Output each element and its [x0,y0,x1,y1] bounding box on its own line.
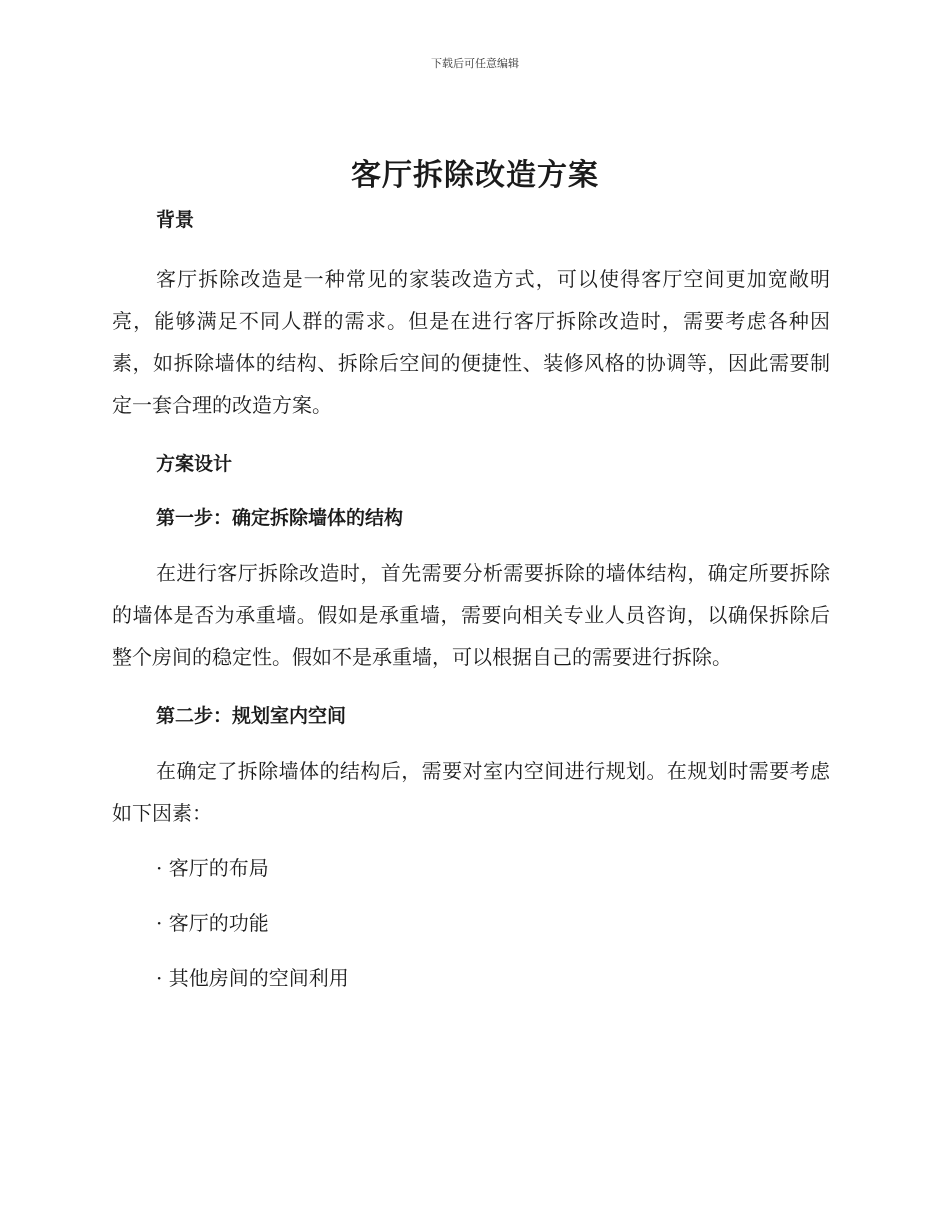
step1-paragraph: 在进行客厅拆除改造时，首先需要分析需要拆除的墙体结构，确定所要拆除的墙体是否为承重墙。假如是承重墙，需要向相关专业人员咨询，以确保拆除后整个房间的稳定性。假如不是承重墙，可以根据自己的需要进行拆除。 [112,561,830,669]
list-item: · 客厅的功能 [156,911,269,935]
background-paragraph: 客厅拆除改造是一种常见的家装改造方式，可以使得客厅空间更加宽敞明亮，能够满足不同人群的需求。但是在进行客厅拆除改造时，需要考虑各种因素，如拆除墙体的结构、拆除后空间的便捷性、装修风格的协调等，因此需要制定一套合理的改造方案。 [112,267,830,417]
step1-heading: 第一步：确定拆除墙体的结构 [156,507,404,529]
design-heading: 方案设计 [156,453,233,475]
document-title: 客厅拆除改造方案 [351,158,599,193]
step2-heading: 第二步：规划室内空间 [156,705,347,727]
document-body [112,204,830,994]
background-heading: 背景 [156,209,195,231]
list-item: · 其他房间的空间利用 [156,966,349,990]
list-item: · 客厅的布局 [156,856,269,880]
header-note: 下载后可任意编辑 [431,57,519,70]
step2-paragraph: 在确定了拆除墙体的结构后，需要对室内空间进行规划。在规划时需要考虑如下因素： [112,759,830,825]
